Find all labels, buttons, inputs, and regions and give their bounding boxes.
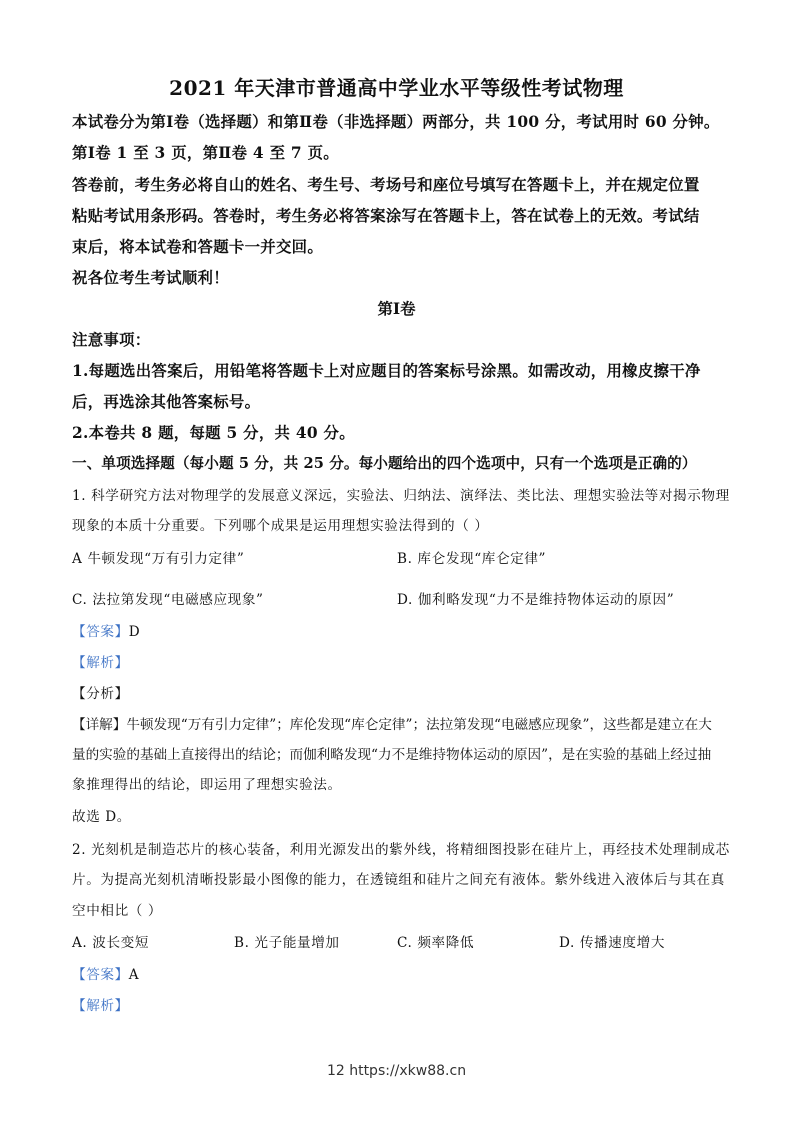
q1-option-c: C. 法拉第发现“电磁感应现象” [72,592,264,608]
q1-detail-line-2: 量的实验的基础上直接得出的结论；而伽利略发现“力不是维持物体运动的原因”，是在实验的基础上经过抽 [72,747,712,763]
q2-answer-tag: 【答案】 [72,967,129,983]
q1-option-d: D. 伽利略发现“力不是维持物体运动的原因” [397,592,675,608]
q1-option-a: A 牛顿发现“万有引力定律” [72,551,245,567]
notice-item-1-line-2: 后，再选涂其他答案标号。 [72,393,261,411]
notice-heading: 注意事项： [72,331,151,349]
notice-item-2: 2.本卷共 8 题，每题 5 分，共 40 分。 [72,424,355,442]
intro-line-4: 粘贴考试用条形码。答卷时，考生务必将答案涂写在答题卡上，答在试卷上的无效。考试结 [72,207,700,225]
q2-stem-line-2: 片。为提高光刻机清晰投影最小图像的能力，在透镜组和硅片之间充有液体。紫外线进入液体后与其在真 [72,872,725,888]
q2-answer-value: A [128,967,140,983]
intro-line-1: 本试卷分为第Ⅰ卷（选择题）和第Ⅱ卷（非选择题）两部分，共 100 分，考试用时 60 分钟。 [72,113,720,131]
q2-option-d: D. 传播速度增大 [559,935,666,951]
q1-fenxi: 【分析】 [72,686,129,702]
part-heading: 一、单项选择题（每小题 5 分，共 25 分。每小题给出的四个选项中，只有一个选项是正确的） [72,455,697,472]
q1-option-b: B. 库仑发现“库仑定律” [397,551,547,567]
intro-line-5: 束后，将本试卷和答题卡一并交回。 [72,238,324,256]
q1-stem-line-2: 现象的本质十分重要。下列哪个成果是运用理想实验法得到的（ ） [72,518,489,534]
q2-option-c: C. 频率降低 [397,935,475,951]
q2-option-b: B. 光子能量增加 [234,935,340,951]
intro-line-3: 答卷前，考生务必将自山的姓名、考生号、考场号和座位号填写在答题卡上，并在规定位置 [72,176,700,194]
intro-line-2: 第Ⅰ卷 1 至 3 页，第Ⅱ卷 4 至 7 页。 [72,144,339,162]
notice-item-1-line-1: 1.每题选出答案后，用铅笔将答题卡上对应题目的答案标号涂黑。如需改动，用橡皮擦干净 [72,362,701,380]
intro-line-6: 祝各位考生考试顺利！ [72,269,229,287]
page-footer: 12 https://xkw88.cn [326,1063,467,1079]
q1-answer-tag: 【答案】 [72,624,129,640]
q1-stem-line-1: 1. 科学研究方法对物理学的发展意义深远，实验法、归纳法、演绎法、类比法、理想实验法等对揭示物理 [72,488,730,504]
q1-answer [72,620,140,640]
q1-detail-line-3: 象推理得出的结论，即运用了理想实验法。 [72,777,342,793]
section-title: 第Ⅰ卷 [377,300,416,318]
q2-analysis-tag: 【解析】 [72,998,129,1014]
q1-answer-value: D [128,624,141,640]
q2-option-a: A. 波长变短 [72,935,150,951]
q2-stem-line-3: 空中相比（ ） [72,903,163,919]
q1-detail-line-1 [72,713,712,733]
q1-detail-text-1: 牛顿发现“万有引力定律”；库伦发现“库仑定律”；法拉第发现“电磁感应现象”，这些都是建立在大 [126,717,712,733]
q1-analysis-tag: 【解析】 [72,655,129,671]
q1-conclusion: 故选 D。 [72,809,132,825]
q2-answer [72,963,139,983]
exam-title: 2021 年天津市普通高中学业水平等级性考试物理 [169,76,624,100]
q1-detail-tag: 【详解】 [72,717,127,733]
q2-stem-line-1: 2. 光刻机是制造芯片的核心装备，利用光源发出的紫外线，将精细图投影在硅片上，再经技术处理制成芯 [72,842,730,858]
